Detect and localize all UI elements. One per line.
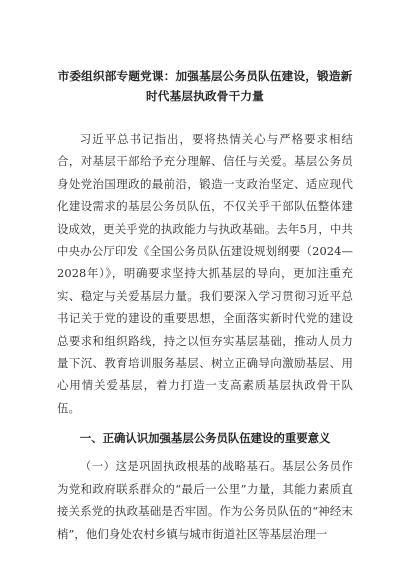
section-paragraph: （一）这是巩固执政根基的战略基石。基层公务员作为党和政府联系群众的“最后一公里”力量，其能力素质直接关系党的执政基础是否牢固。作为公务员队伍的“神经末梢”，他们身处农村乡镇与城市街道社区等基层治理一 [57,459,353,541]
document-title: 市委组织部专题党课：加强基层公务员队伍建设，锻造新时代基层执政骨干力量 [57,69,353,103]
section-heading: 一、正确认识加强基层公务员队伍建设的重要意义 [79,431,331,446]
intro-paragraph: 习近平总书记指出，要将热情关心与严格要求相结合，对基层干部给予充分理解、信任与关爱。基层公务员身处党治国理政的最前沿，锻造一支政治坚定、适应现代化建设需求的基层公务员队伍，不仅关乎干部队伍整体建设成效，更关乎党的执政能力与执政基础。去年5月，中共中央办公厅印发《全国公务员队伍建设规划纲要（2024—2028年）》，明确要求坚持大抓基层的导向，更加注重充实、稳定与关爱基层力量。我们要深入学习贯彻习近平总书记关于党的建设的重要思想，全面落实新时代党的建设总要求和组织路线，持之以恒夯实基层基础，推动人员力量下沉、教育培训服务基层、树立正确导向激励基层、用心用情关爱基层，着力打造一支高素质基层执政骨干队伍。 [57,132,353,415]
